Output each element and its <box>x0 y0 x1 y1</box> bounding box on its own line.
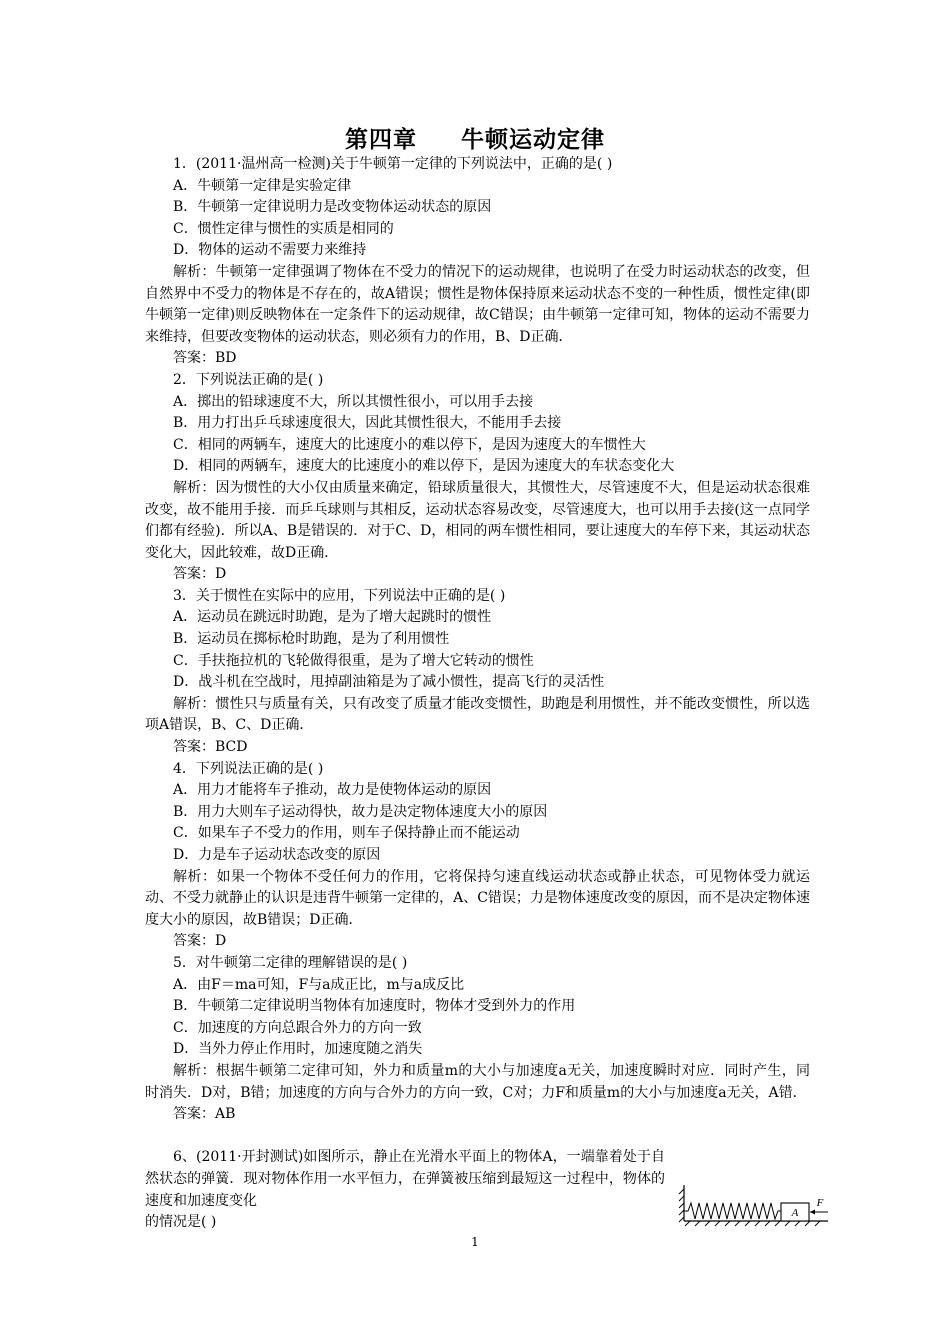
option-b: B．运动员在掷标枪时助跑，是为了利用惯性 <box>173 631 450 648</box>
force-label: F <box>816 1197 824 1209</box>
chapter-number: 第四章 <box>345 126 417 153</box>
option-a: A．运动员在跳远时助跑，是为了增大起跳时的惯性 <box>173 609 492 626</box>
explanation-5: 解析：根据牛顿第二定律可知，外力和质量m的大小与加速度a无关，加速度瞬时对应．同时产生，同时消失．D对，B错；加速度的方向与合外力的方向一致，C对；力F和质量m的大小与加速度a无关，A错． <box>145 1062 810 1101</box>
explanation-4: 解析：如果一个物体不受任何力的作用，它将保持匀速直线运动状态或静止状态，可见物体受力就运动、不受力就静止的认识是违背牛顿第一定律的，A、C错误；力是物体速度改变的原因，而不是决定物体速度大小的原因，故B错误；D正确． <box>145 868 810 928</box>
document-body <box>145 154 810 1234</box>
option-b: B．用力打出乒乓球速度很大，因此其惯性很大，不能用手去接 <box>173 415 562 432</box>
option-d: D．力是车子运动状态改变的原因 <box>173 847 381 863</box>
chapter-title <box>0 121 950 154</box>
option-a: A．掷出的铅球速度不大，所以其惯性很小，可以用手去接 <box>173 393 534 410</box>
option-a: A．用力才能将车子推动，故力是使物体运动的原因 <box>173 782 492 799</box>
option-d: D．战斗机在空战时，甩掉副油箱是为了减小惯性，提高飞行的灵活性 <box>173 674 605 691</box>
spring <box>684 1203 781 1219</box>
option-b: B．用力大则车子运动得快，故力是决定物体速度大小的原因 <box>173 803 548 820</box>
option-b: B．牛顿第一定律说明力是改变物体运动状态的原因 <box>173 199 492 216</box>
answer-4: 答案：D <box>173 933 227 950</box>
question-4: 4．下列说法正确的是( ) <box>173 760 324 777</box>
answer-3: 答案：BCD <box>173 739 248 756</box>
explanation-1: 解析：牛顿第一定律强调了物体在不受力的情况下的运动规律，也说明了在受力时运动状态的改变，但自然界中不受力的物体是不存在的，故A错误；惯性是物体保持原来运动状态不变的一种性质，惯性定律(即牛顿第一定律)则反映物体在一定条件下的运动规律，故C错误；由牛顿第一定律可知，物体的运动不需要力来维持，但要改变物体的运动状态，则必须有力的作用，B、D正确． <box>145 263 810 345</box>
option-c: C．加速度的方向总跟合外力的方向一致 <box>173 1019 422 1036</box>
option-d: D．物体的运动不需要力来维持 <box>173 242 367 259</box>
option-d: D．相同的两辆车，速度大的比速度小的难以停下，是因为速度大的车状态变化大 <box>173 458 675 475</box>
option-c: C．手扶拖拉机的飞轮做得很重，是为了增大它转动的惯性 <box>173 652 534 669</box>
page-number: 1 <box>471 1235 479 1249</box>
question-6: 6、(2011·开封测试)如图所示，静止在光滑水平面上的物体A，一端靠着处于自然状态的弹簧．现对物体作用一水平恒力，在弹簧被压缩到最短这一过程中，物体的速度和加速度变化 <box>145 1149 665 1209</box>
option-d: D．当外力停止作用时，加速度随之消失 <box>173 1041 423 1058</box>
answer-5: 答案：AB <box>173 1106 236 1123</box>
option-a: A．由F＝ma可知，F与a成正比，m与a成反比 <box>173 976 465 993</box>
option-c: C．惯性定律与惯性的实质是相同的 <box>173 220 394 237</box>
explanation-2: 解析：因为惯性的大小仅由质量来确定，铅球质量很大，其惯性大，尽管速度不大，但是运动状态很难改变，故不能用手接．而乒乓球则与其相反，运动状态容易改变，尽管速度大，也可以用手去接(这一点同学们都有经验)．所以A、B是错误的．对于C、D，相同的两车惯性相同，要让速度大的车停下来，其运动状态变化大，因此较难，故D正确． <box>145 479 810 561</box>
answer-2: 答案：D <box>173 566 227 583</box>
answer-1: 答案：BD <box>173 350 237 367</box>
explanation-3: 解析：惯性只与质量有关，只有改变了质量才能改变惯性，助跑是利用惯性，并不能改变惯性，所以选项A错误，B、C、D正确． <box>145 695 810 734</box>
question-1: 1．(2011·温州高一检测)关于牛顿第一定律的下列说法中，正确的是( ) <box>173 156 613 172</box>
option-b: B．牛顿第二定律说明当物体有加速度时，物体才受到外力的作用 <box>173 998 576 1015</box>
option-c: C．如果车子不受力的作用，则车子保持静止而不能运动 <box>173 825 520 842</box>
option-a: A．牛顿第一定律是实验定律 <box>173 177 352 194</box>
question-5: 5．对牛顿第二定律的理解错误的是( ) <box>173 954 408 971</box>
question-2: 2．下列说法正确的是( ) <box>173 371 324 388</box>
block-label: A <box>791 1207 799 1219</box>
question-6-continued: 的情况是( ) <box>145 1214 217 1231</box>
question-3: 3．关于惯性在实际中的应用，下列说法中正确的是( ) <box>173 587 506 604</box>
option-c: C．相同的两辆车，速度大的比速度小的难以停下，是因为速度大的车惯性大 <box>173 436 646 453</box>
chapter-name: 牛顿运动定律 <box>461 126 605 153</box>
spring-block-figure <box>678 1181 830 1227</box>
